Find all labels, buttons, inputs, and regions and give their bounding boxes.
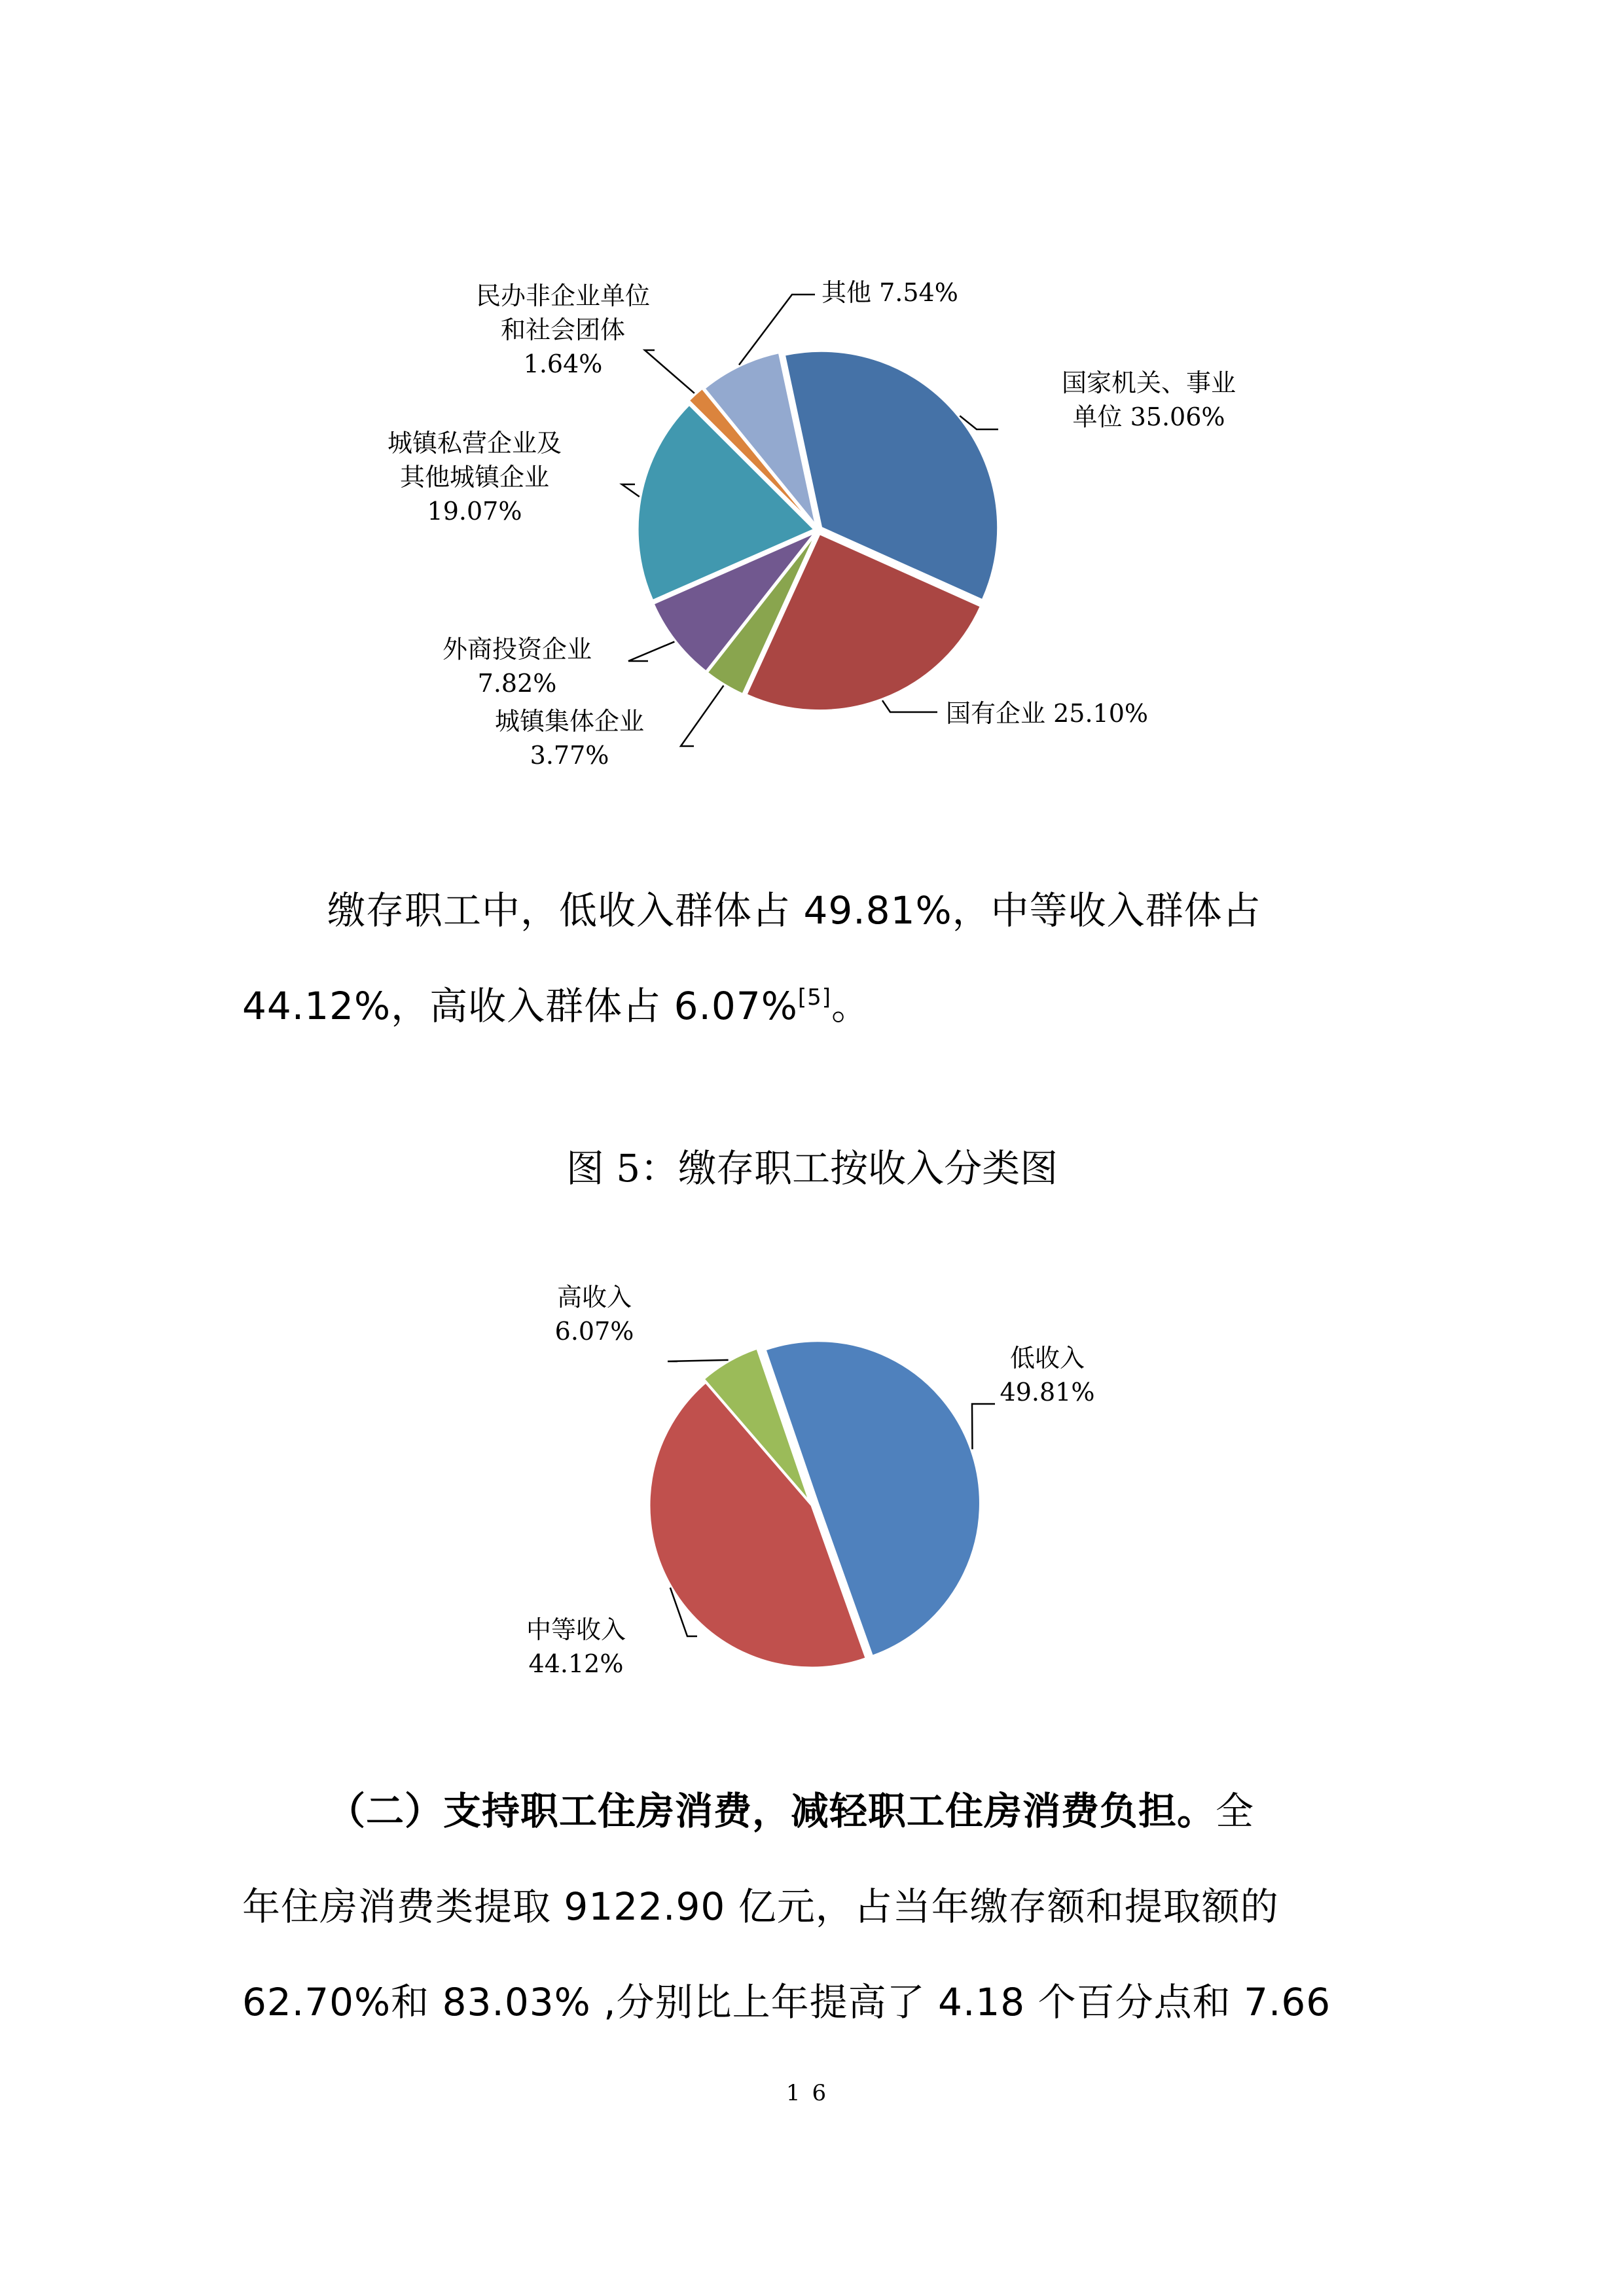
- footnote-ref[interactable]: [5]: [797, 984, 832, 1011]
- leader-line: [628, 641, 674, 661]
- figure-5-caption: 图 5：缴存职工按收入分类图: [566, 1146, 1058, 1191]
- slice-label: 国有企业 25.10%: [946, 699, 1148, 728]
- leader-line: [622, 484, 640, 497]
- paragraph-line: 62.70%和 83.03% ,分别比上年提高了 4.18 个百分点和 7.66: [242, 1980, 1331, 2024]
- paragraph-end: 。: [831, 984, 871, 1028]
- housing-consumption-paragraph: [242, 1763, 1394, 2050]
- slice-label: 低收入: [1009, 1344, 1085, 1372]
- slice-value: 19.07%: [427, 497, 522, 526]
- leader-line: [972, 1404, 995, 1449]
- slice-label: 城镇集体企业: [494, 707, 645, 736]
- slice-value: 35.06%: [1130, 403, 1225, 431]
- income-distribution-paragraph: [242, 863, 1394, 1054]
- slice-label: 外商投资企业: [442, 635, 592, 664]
- slice-value: 6.07%: [554, 1317, 634, 1346]
- paragraph-line: 缴存职工中，低收入群体占 49.81%，中等收入群体占: [327, 888, 1261, 933]
- paragraph-text: 全: [1216, 1789, 1255, 1833]
- slice-label: 城镇私营企业及: [387, 429, 562, 457]
- leader-line: [645, 350, 695, 393]
- leader-line: [668, 1360, 729, 1361]
- slice-label: 和社会团体: [500, 315, 626, 344]
- income-class-pie-chart: [0, 1244, 1624, 1715]
- slice-value: 3.77%: [530, 741, 609, 770]
- slice-value: 7.54%: [879, 278, 958, 307]
- employer-type-pie-chart: [0, 236, 1624, 825]
- slice-value: 7.82%: [477, 669, 557, 698]
- slice-value: 1.64%: [523, 350, 603, 378]
- page-number: 16: [785, 2080, 839, 2106]
- paragraph-line: 44.12%，高收入群体占 6.07%: [242, 984, 798, 1028]
- slice-label: 国家机关、事业: [1061, 368, 1236, 397]
- leader-line: [882, 700, 937, 712]
- slice-label: 其他城镇企业: [399, 463, 550, 492]
- slice-value: 49.81%: [1000, 1378, 1095, 1407]
- paragraph-line: 年住房消费类提取 9122.90 亿元，占当年缴存额和提取额的: [242, 1884, 1279, 1929]
- section-heading: （二）支持职工住房消费，减轻职工住房消费负担。: [327, 1789, 1216, 1833]
- slice-label: 中等收入: [526, 1615, 626, 1644]
- slice-label: 民办非企业单位: [475, 281, 651, 310]
- pie-slices: [649, 1341, 980, 1668]
- slice-label: 高收入: [556, 1283, 632, 1312]
- slice-label: 单位 35.06%: [1072, 403, 1225, 431]
- leader-line: [681, 685, 723, 746]
- slice-label: 其他 7.54%: [821, 278, 958, 307]
- pie-slices: [638, 351, 998, 710]
- slice-value: 44.12%: [528, 1649, 624, 1678]
- slice-value: 25.10%: [1053, 699, 1148, 728]
